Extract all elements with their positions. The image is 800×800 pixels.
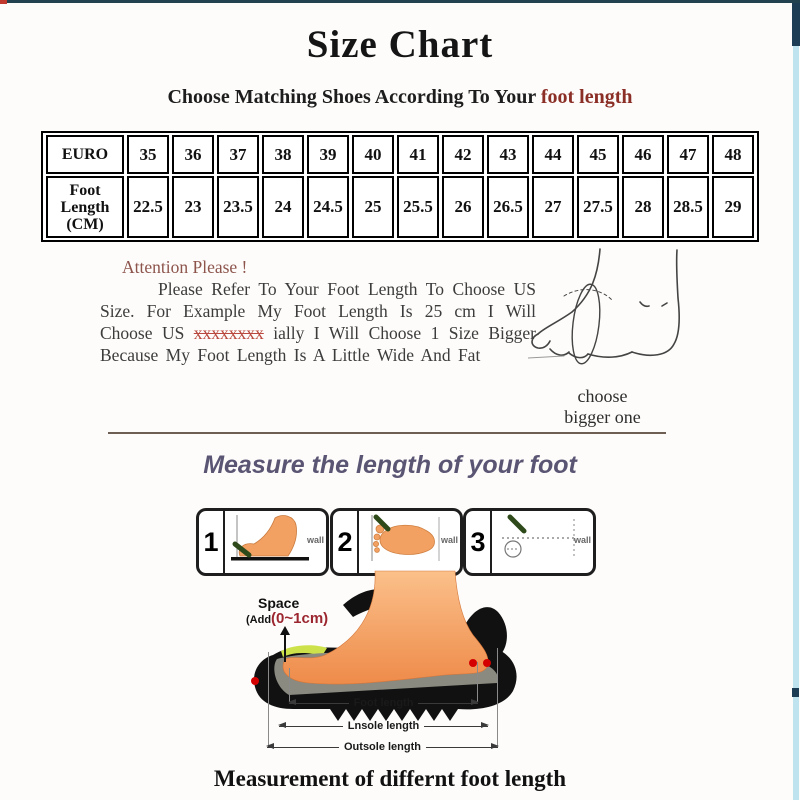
euro-size-cell: 45 (577, 135, 619, 174)
euro-size-cell: 43 (487, 135, 529, 174)
foot-length-cell: 27 (532, 176, 574, 238)
euro-size-cell: 36 (172, 135, 214, 174)
euro-size-cell: 40 (352, 135, 394, 174)
euro-size-cell: 42 (442, 135, 484, 174)
euro-size-cell: 41 (397, 135, 439, 174)
heel-marker-dot (483, 659, 491, 667)
top-edge-red-tick (0, 0, 7, 4)
guide-line (497, 648, 498, 748)
guide-line (477, 662, 478, 702)
measure-label: Lnsole length (347, 720, 420, 732)
step-number: 1 (199, 511, 225, 573)
page-title: Size Chart (306, 23, 494, 66)
foot-length-cell: 24.5 (307, 176, 349, 238)
size-table (41, 131, 759, 242)
foot-length-measure (289, 697, 478, 709)
foot-length-cell: 28.5 (667, 176, 709, 238)
foot-length-cell: 23 (172, 176, 214, 238)
foot-length-cell: 24 (262, 176, 304, 238)
guide-line (268, 652, 269, 748)
foot-length-cell: 26.5 (487, 176, 529, 238)
table-row-foot-length (46, 176, 754, 238)
step-number: 3 (466, 511, 492, 573)
euro-size-cell: 47 (667, 135, 709, 174)
foot-length-cell: 27.5 (577, 176, 619, 238)
foot-length-cell: 23.5 (217, 176, 259, 238)
space-up-arrow-icon (284, 634, 286, 662)
choose-bigger-note (515, 386, 690, 428)
step-number: 2 (333, 511, 359, 573)
measure-section-heading: Measure the length of your foot (203, 451, 577, 479)
insole-length-measure (279, 720, 488, 732)
page-subtitle (0, 86, 800, 109)
foot-length-row-label: Foot Length (CM) (46, 176, 124, 238)
attention-heading: Attention Please ! (122, 257, 248, 277)
foot-length-cell: 25 (352, 176, 394, 238)
top-edge-line (0, 0, 800, 3)
diagram-caption: Measurement of differnt foot length (213, 766, 567, 791)
attention-paragraph (100, 278, 536, 366)
arrow-right-icon (426, 747, 498, 748)
euro-row-label: EURO (46, 135, 124, 174)
foot-length-cell: 25.5 (397, 176, 439, 238)
space-label: Space (258, 595, 300, 611)
struck-out-text: xxxxxxxx (193, 323, 264, 343)
table-row-euro (46, 135, 754, 174)
attention-text: Please Refer To Your Foot Length To Choose US Size. For Example My Foot Length Is 25 cm I Will Choose US (100, 279, 536, 343)
outsole-length-measure (267, 741, 498, 753)
measure-label: Foot length (353, 697, 414, 709)
space-sub-label (246, 610, 328, 627)
space-sub-prefix: (Add (246, 614, 272, 626)
arrow-right-icon (418, 703, 478, 704)
foot-girth-sketch-illustration (528, 246, 708, 391)
attention-text: ially I Will Choose 1 Size Bigger Because My Foot Length Is A Little Wide And Fat (100, 323, 536, 365)
euro-size-cell: 44 (532, 135, 574, 174)
space-sub-highlight: (0~1cm) (271, 610, 329, 627)
euro-size-cell: 37 (217, 135, 259, 174)
subtitle-text: Choose Matching Shoes According To Your (167, 86, 541, 108)
heel-marker-dot (469, 659, 477, 667)
choose-note-line2: bigger one (564, 407, 641, 427)
foot-length-cell: 28 (622, 176, 664, 238)
right-edge-strip (793, 0, 799, 800)
wall-label: wall (440, 535, 458, 545)
euro-size-cell: 46 (622, 135, 664, 174)
euro-size-cell: 39 (307, 135, 349, 174)
foot-length-cell: 22.5 (127, 176, 169, 238)
choose-note-line1: choose (577, 386, 628, 406)
euro-size-cell: 48 (712, 135, 754, 174)
right-edge-mark (792, 688, 799, 697)
arrow-left-icon (289, 703, 349, 704)
arrow-right-icon (424, 726, 488, 727)
measure-label: Outsole length (344, 741, 421, 753)
arrow-left-icon (267, 747, 339, 748)
wall-label: wall (573, 535, 591, 545)
arrow-left-icon (279, 726, 343, 727)
subtitle-highlight: foot length (540, 86, 633, 108)
euro-size-cell: 35 (127, 135, 169, 174)
wall-label: wall (306, 535, 324, 545)
foot-length-cell: 26 (442, 176, 484, 238)
foot-length-cell: 29 (712, 176, 754, 238)
attention-block (100, 256, 536, 366)
euro-size-cell: 38 (262, 135, 304, 174)
section-divider (108, 432, 666, 434)
toe-marker-dot (251, 677, 259, 685)
